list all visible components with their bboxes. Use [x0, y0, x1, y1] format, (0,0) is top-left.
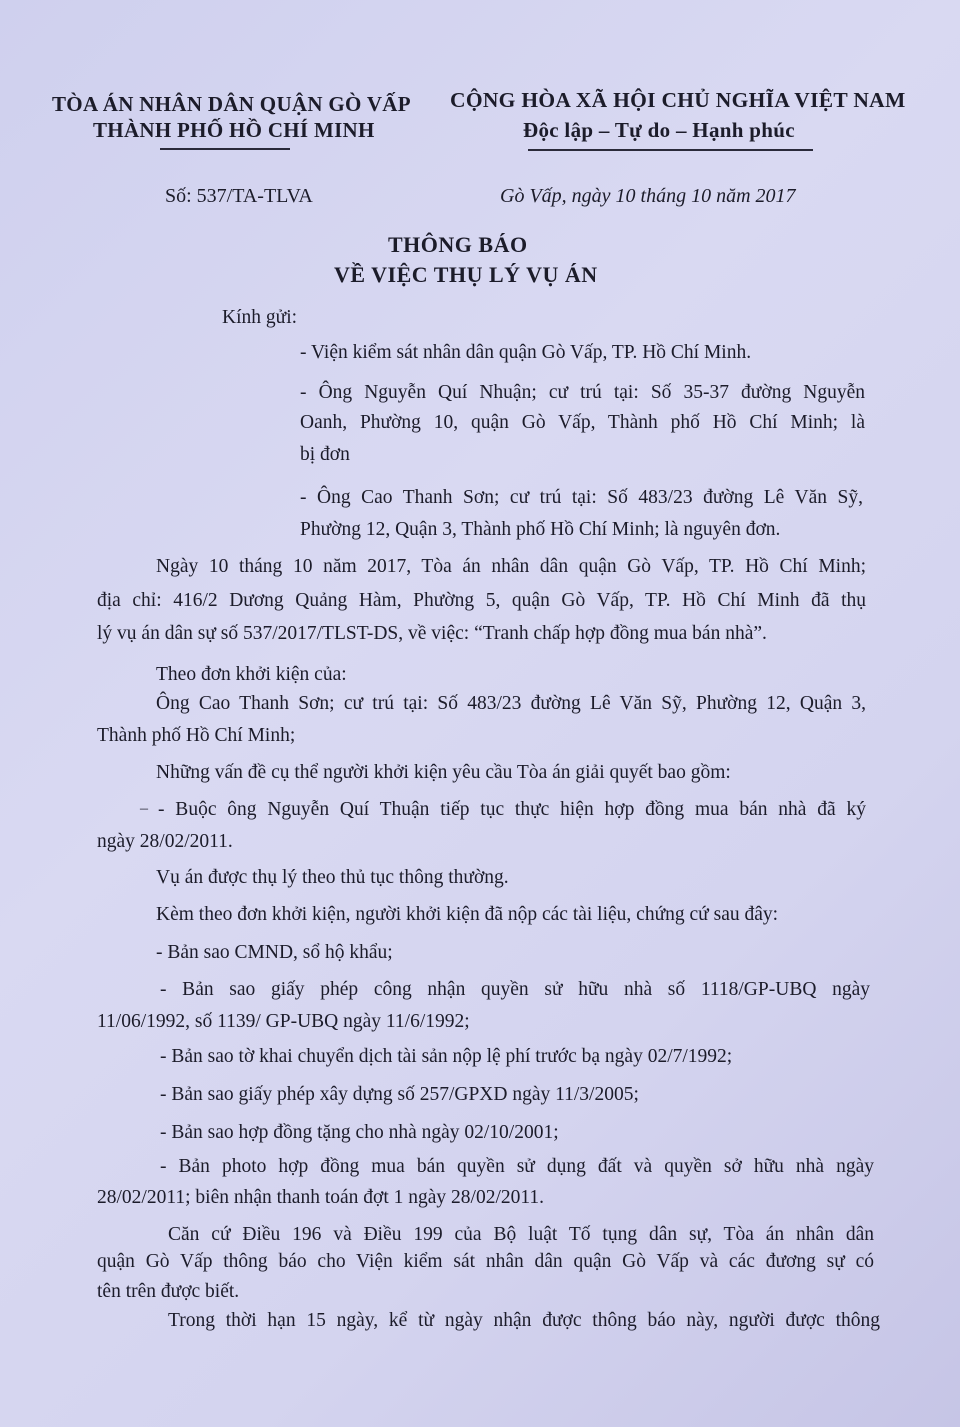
doc-item-6-line-b: 28/02/2011; biên nhận thanh toán đợt 1 ngày 28/02/2011. — [97, 1187, 545, 1208]
recipient-2-line-a: - Ông Nguyễn Quí Nhuận; cư trú tại: Số 35-37 đường Nguyễn — [300, 382, 865, 403]
recipient-3-line-a: - Ông Cao Thanh Sơn; cư trú tại: Số 483/23 đường Lê Văn Sỹ, — [300, 487, 863, 508]
court-underline — [160, 148, 290, 150]
para-1-line-c: lý vụ án dân sự số 537/2017/TLST-DS, về việc: “Tranh chấp hợp đồng mua bán nhà”. — [97, 623, 767, 644]
document-number: Số: 537/TA-TLVA — [165, 185, 313, 207]
para-5-line-a: - Buộc ông Nguyễn Quí Thuận tiếp tục thực hiện hợp đồng mua bán nhà đã ký — [158, 799, 866, 820]
para-4: Những vấn đề cụ thể người khởi kiện yêu cầu Tòa án giải quyết bao gồm: — [156, 762, 731, 783]
para-7: Kèm theo đơn khởi kiện, người khởi kiện đã nộp các tài liệu, chứng cứ sau đây: — [156, 904, 779, 925]
recipient-1: - Viện kiểm sát nhân dân quận Gò Vấp, TP. Hồ Chí Minh. — [300, 342, 752, 363]
national-motto: Độc lập – Tự do – Hạnh phúc — [523, 118, 795, 142]
doc-title: THÔNG BÁO — [388, 232, 528, 257]
para-2: Theo đơn khởi kiện của: — [156, 664, 347, 685]
para-8-line-c: tên trên được biết. — [97, 1281, 240, 1302]
doc-item-1: - Bản sao CMND, sổ hộ khẩu; — [156, 942, 393, 963]
doc-item-2-line-a: - Bản sao giấy phép công nhận quyền sử hữu nhà số 1118/GP-UBQ ngày — [160, 979, 870, 1000]
para-1-line-a: Ngày 10 tháng 10 năm 2017, Tòa án nhân dân quận Gò Vấp, TP. Hồ Chí Minh; — [156, 556, 866, 577]
para-8-line-a: Căn cứ Điều 196 và Điều 199 của Bộ luật Tố tụng dân sự, Tòa án nhân dân — [168, 1224, 874, 1245]
motto-underline — [528, 149, 813, 151]
para-3-line-b: Thành phố Hồ Chí Minh; — [97, 725, 296, 746]
para-5-line-b: ngày 28/02/2011. — [97, 831, 233, 852]
doc-item-2-line-b: 11/06/1992, số 1139/ GP-UBQ ngày 11/6/1992; — [97, 1011, 470, 1032]
place-date: Gò Vấp, ngày 10 tháng 10 năm 2017 — [500, 185, 796, 207]
para-8-line-b: quận Gò Vấp thông báo cho Viện kiểm sát nhân dân quận Gò Vấp và các đương sự có — [97, 1251, 874, 1272]
para-3-line-a: Ông Cao Thanh Sơn; cư trú tại: Số 483/23 đường Lê Văn Sỹ, Phường 12, Quận 3, — [156, 693, 866, 714]
national-title: CỘNG HÒA XÃ HỘI CHỦ NGHĨA VIỆT NAM — [450, 88, 906, 112]
doc-item-6-line-a: - Bản photo hợp đồng mua bán quyền sử dụng đất và quyền sở hữu nhà ngày — [160, 1156, 874, 1177]
court-city: THÀNH PHỐ HỒ CHÍ MINH — [93, 118, 375, 142]
handwritten-dash: – — [140, 800, 148, 817]
para-9: Trong thời hạn 15 ngày, kể từ ngày nhận được thông báo này, người được thông — [168, 1310, 880, 1331]
recipients-label: Kính gửi: — [222, 307, 298, 328]
recipient-2-line-b: Oanh, Phường 10, quận Gò Vấp, Thành phố Hồ Chí Minh; là — [300, 412, 865, 433]
para-6: Vụ án được thụ lý theo thủ tục thông thường. — [156, 867, 509, 888]
doc-item-3: - Bản sao tờ khai chuyển dịch tài sản nộp lệ phí trước bạ ngày 02/7/1992; — [160, 1046, 733, 1067]
doc-subtitle: VỀ VIỆC THỤ LÝ VỤ ÁN — [334, 262, 598, 287]
doc-item-5: - Bản sao hợp đồng tặng cho nhà ngày 02/10/2001; — [160, 1122, 559, 1143]
recipient-3-line-b: Phường 12, Quận 3, Thành phố Hồ Chí Minh; là nguyên đơn. — [300, 519, 781, 540]
para-1-line-b: địa chỉ: 416/2 Dương Quảng Hàm, Phường 5, quận Gò Vấp, TP. Hồ Chí Minh đã thụ — [97, 590, 866, 611]
court-name: TÒA ÁN NHÂN DÂN QUẬN GÒ VẤP — [52, 92, 411, 116]
doc-item-4: - Bản sao giấy phép xây dựng số 257/GPXD ngày 11/3/2005; — [160, 1084, 639, 1105]
recipient-2-line-c: bị đơn — [300, 444, 350, 465]
